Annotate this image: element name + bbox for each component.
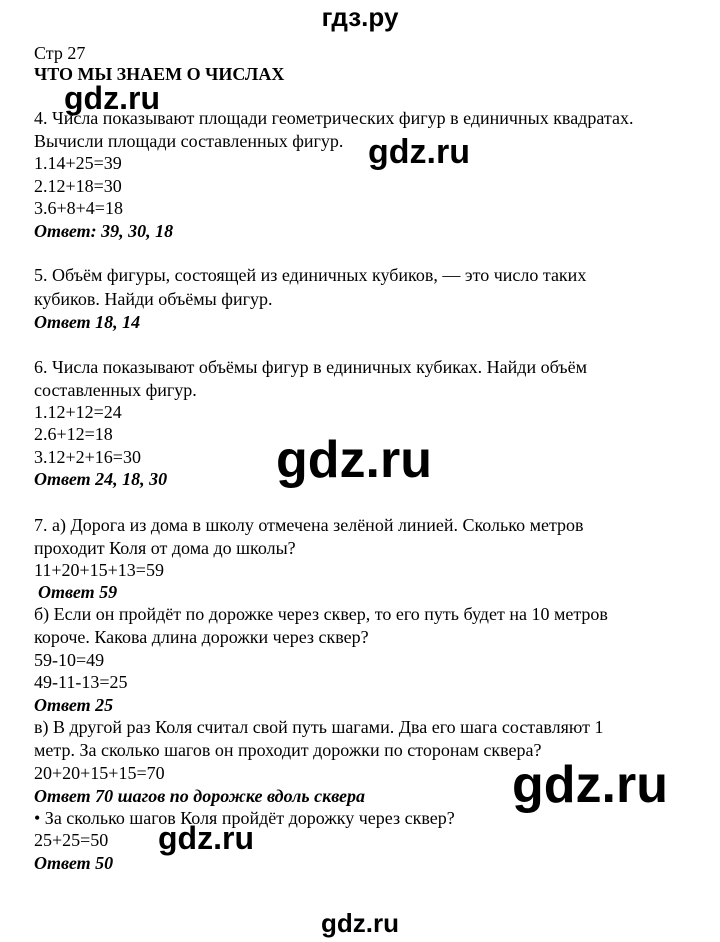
task4-text-line1: 4. Числа показывают площади геометрических фигур в единичных квадратах. [34,108,634,128]
task6-text-line2: составленных фигур. [34,380,197,400]
task6-calc2: 2.6+12=18 [34,424,113,444]
task5-text-line2: кубиков. Найди объёмы фигур. [34,289,273,309]
task7-b-calc1: 59-10=49 [34,650,105,670]
task6-calc3: 3.12+2+16=30 [34,447,141,467]
watermark-5: gdz.ru [158,820,254,856]
task7-a-line2: проходит Коля от дома до школы? [34,538,296,558]
task6-calc1: 1.12+12=24 [34,402,122,422]
task7-d-answer: Ответ 50 [34,853,114,873]
task6-text-line1: 6. Числа показывают объёмы фигур в единичных кубиках. Найди объём [34,357,587,377]
task7-c-line1: в) В другой раз Коля считал свой путь шагами. Два его шага составляют 1 [34,717,604,737]
task7-c-calc: 20+20+15+15=70 [34,763,165,783]
task5-answer: Ответ 18, 14 [34,312,141,332]
task6-answer: Ответ 24, 18, 30 [34,469,168,489]
task7-b-answer: Ответ 25 [34,695,114,715]
task7-b-line2: короче. Какова длина дорожки через сквер? [34,627,369,647]
task7-d-line: • За сколько шагов Коля пройдёт дорожку через сквер? [34,808,455,828]
task4-text-line2: Вычисли площади составленных фигур. [34,131,344,151]
task7-b-line1: б) Если он пройдёт по дорожке через сквер, то его путь будет на 10 метров [34,604,608,624]
task7-a-calc: 11+20+15+13=59 [34,560,164,580]
task7-b-calc2: 49-11-13=25 [34,672,128,692]
watermark-2: gdz.ru [368,133,470,171]
page-label: Стр 27 [34,43,86,63]
task4-calc2: 2.12+18=30 [34,176,122,196]
task7-c-answer: Ответ 70 шагов по дорожке вдоль сквера [34,786,366,806]
task7-c-line2: метр. За сколько шагов он проходит дорожки по сторонам сквера? [34,740,542,760]
task7-d-calc: 25+25=50 [34,830,109,850]
task7-a-line1: 7. а) Дорога из дома в школу отмечена зелёной линией. Сколько метров [34,515,584,535]
task7-a-answer: Ответ 59 [38,582,118,602]
task4-calc1: 1.14+25=39 [34,153,122,173]
section-title: ЧТО МЫ ЗНАЕМ О ЧИСЛАХ [34,64,285,84]
task4-answer: Ответ: 39, 30, 18 [34,221,174,241]
watermark-1: gdz.ru [64,80,160,116]
footer-site-name: gdz.ru [321,908,399,938]
header-site-name: гдз.ру [321,2,399,32]
task5-text-line1: 5. Объём фигуры, состоящей из единичных кубиков, — это число таких [34,265,587,285]
watermark-4: gdz.ru [512,756,668,814]
watermark-3: gdz.ru [276,431,432,489]
task4-calc3: 3.6+8+4=18 [34,198,123,218]
